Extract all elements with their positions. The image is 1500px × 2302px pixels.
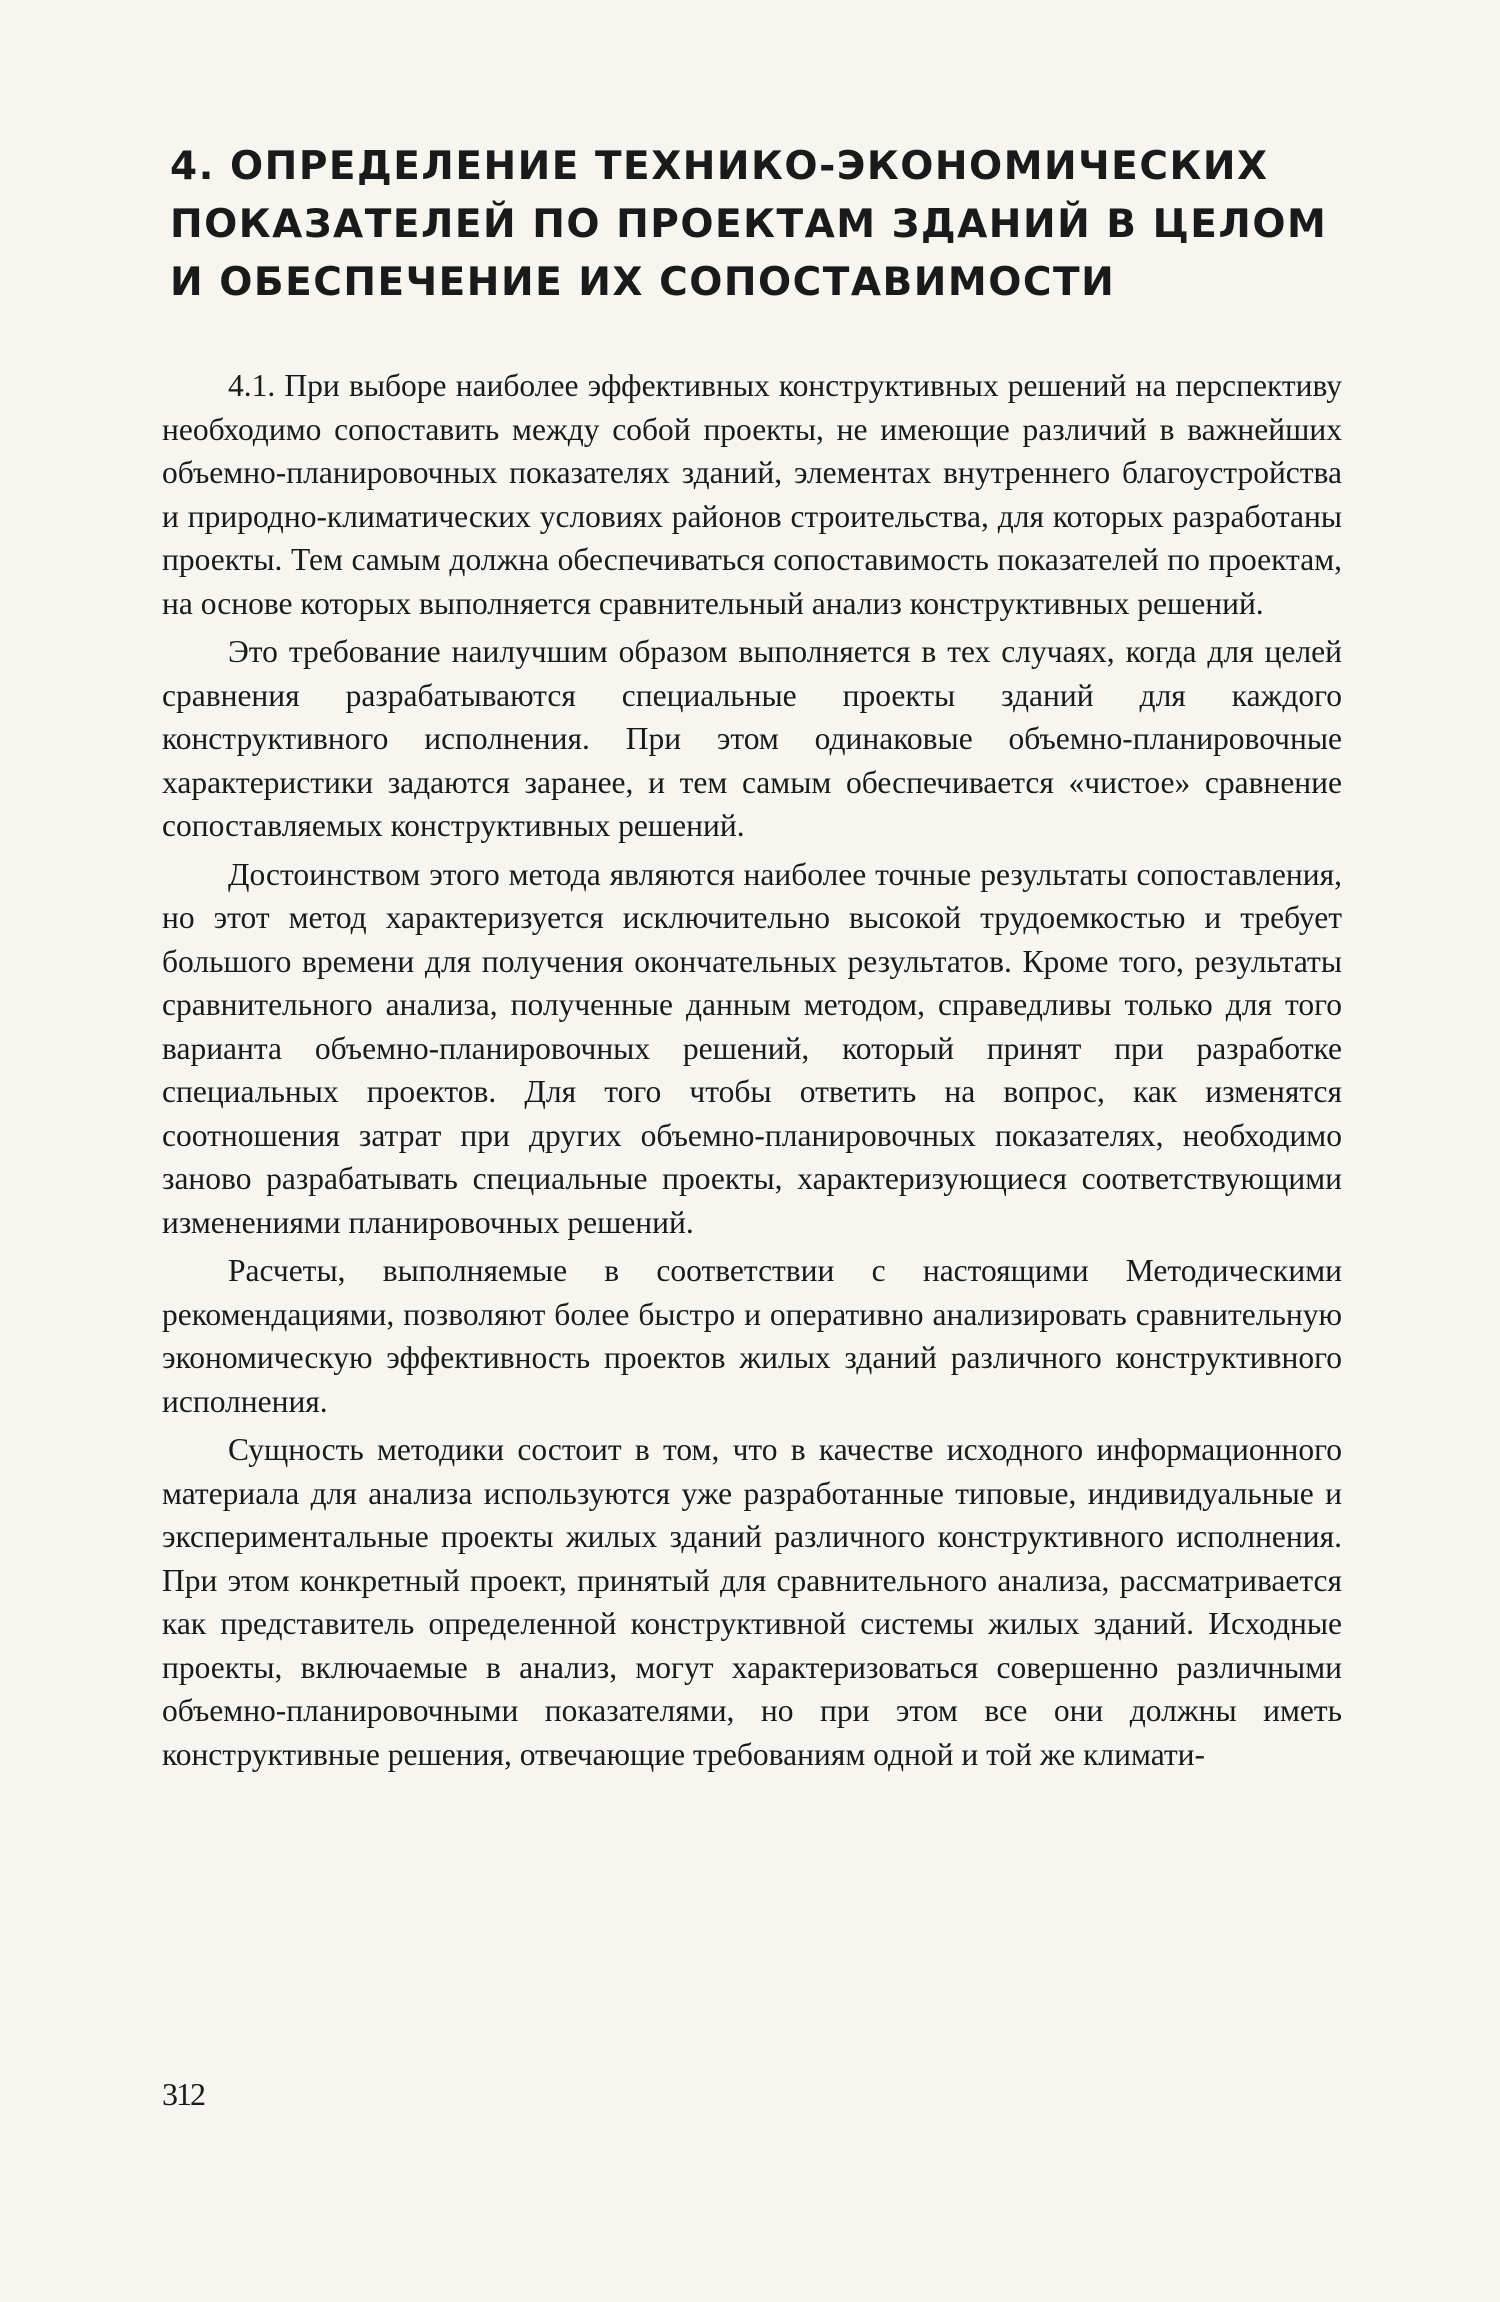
section-heading — [162, 138, 1342, 312]
heading-line-3: И ОБЕСПЕЧЕНИЕ ИХ СОПОСТАВИМОСТИ — [170, 260, 1116, 305]
paragraph: Расчеты, выполняемые в соответствии с настоящими Методическими рекомендациями, позволяют более быстро и оперативно анализировать сравнительную экономическую эффективность проектов жилых зданий различного конструктивного исполнения. — [162, 1253, 1342, 1419]
paragraph: Достоинством этого метода являются наиболее точные результаты сопоставления, но этот метод характеризуется исключительно высокой трудоемкостью и требует большого времени для получения окончательных результатов. Кроме того, результаты сравнительного анализа, полученные данным методом, справедливы только для того варианта объемно-планировочных решений, который принят при разработке специальных проектов. Для того чтобы ответить на вопрос, как изменятся соотношения затрат при других объемно-планировочных показателях, необходимо заново разрабатывать специальные проекты, характеризующиеся соответствующими изменениями планировочных решений. — [162, 856, 1342, 1240]
page-number: 312 — [162, 2076, 204, 2112]
page-content — [162, 138, 1342, 1781]
paragraph-4-1: 4.1. При выборе наиболее эффективных конструктивных решений на перспективу необходимо сопоставить между собой проекты, не имеющие различий в важнейших объемно-планировочных показателях зданий, элементах внутреннего благоустройства и природно-климатических условиях районов строительства, для которых разработаны проекты. Тем самым должна обеспечиваться сопоставимость показателей по проектам, на основе которых выполняется сравнительный анализ конструктивных решений. — [162, 368, 1342, 621]
paragraph: Сущность методики состоит в том, что в качестве исходного информационного материала для анализа используются уже разработанные типовые, индивидуальные и экспериментальные проекты жилых зданий различного конструктивного исполнения. При этом конкретный проект, принятый для сравнительного анализа, рассматривается как представитель определенной конструктивной системы жилых зданий. Исходные проекты, включаемые в анализ, могут характеризоваться совершенно различными объемно-планировочными показателями, но при этом все они должны иметь конструктивные решения, отвечающие требованиям одной и той же климати- — [162, 1432, 1342, 1772]
heading-line-1: 4. ОПРЕДЕЛЕНИЕ ТЕХНИКО-ЭКОНОМИЧЕСКИХ — [170, 144, 1269, 189]
heading-line-2: ПОКАЗАТЕЛЕЙ ПО ПРОЕКТАМ ЗДАНИЙ В ЦЕЛОМ — [170, 202, 1328, 247]
body-text — [162, 364, 1342, 1776]
paragraph: Это требование наилучшим образом выполняется в тех случаях, когда для целей сравнения разрабатываются специальные проекты зданий для каждого конструктивного исполнения. При этом одинаковые объемно-планировочные характеристики задаются заранее, и тем самым обеспечивается «чистое» сравнение сопоставляемых конструктивных решений. — [162, 634, 1342, 843]
